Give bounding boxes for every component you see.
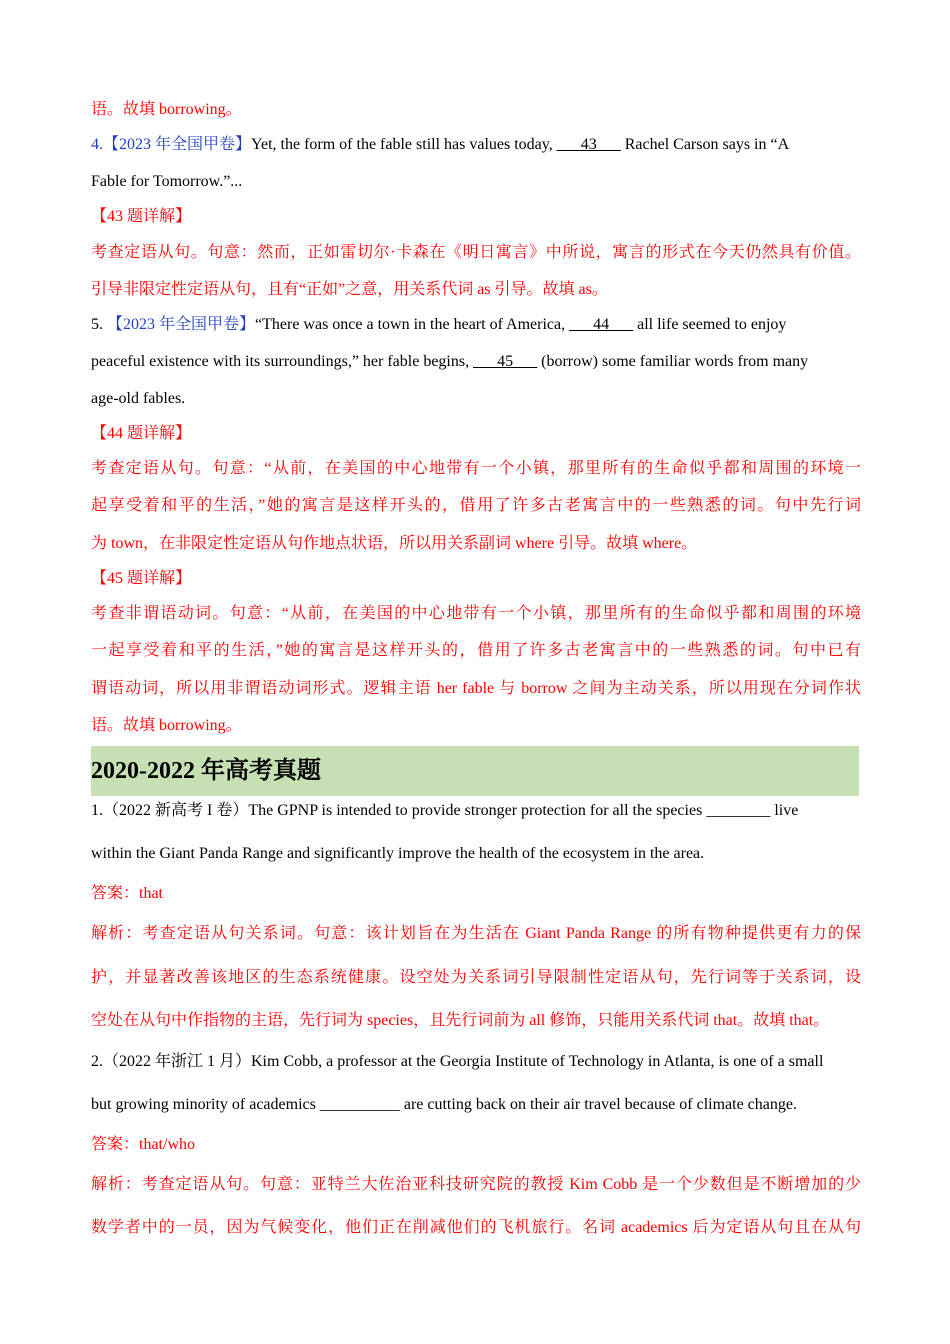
- question-5-line: [91, 314, 861, 336]
- detail-44-line: 起享受着和平的生活，”她的寓言是这样开头的，借用了许多古老寓言中的一些熟悉的词。句中先行词: [91, 497, 861, 514]
- question-source: 【2023 年全国甲卷】: [103, 136, 252, 153]
- question-number: 5.: [91, 316, 107, 333]
- detail-45-line: 一起享受着和平的生活，”她的寓言是这样开头的，借用了许多古老寓言中的一些熟悉的词。句中已有: [91, 642, 861, 659]
- explanation-line: 数学者中的一员，因为气候变化，他们正在削减他们的飞机旅行。名词 academics 后为定语从句且在从句: [91, 1219, 861, 1236]
- detail-title-44: 【44 题详解】: [91, 425, 192, 442]
- detail-45-line: 语。故填 borrowing。: [91, 717, 242, 734]
- exercise-2-line-2: [91, 1094, 861, 1116]
- answer-blank: ________: [706, 802, 771, 819]
- detail-title-43: 【43 题详解】: [91, 208, 192, 225]
- question-text: Rachel Carson says in “A: [620, 136, 790, 153]
- answer-line: 答案：that/who: [91, 1136, 195, 1153]
- question-text: live: [770, 802, 799, 819]
- exercise-2-line: 2.（2022 年浙江 1 月）Kim Cobb, a professor at the Georgia Institute of Technology in Atlanta, is one of a small: [91, 1053, 824, 1070]
- question-text: (borrow) some familiar words from many: [537, 353, 809, 370]
- explanation-line: 语。故填 borrowing。: [91, 101, 242, 118]
- detail-43-line: 引导非限定性定语从句，且有“正如”之意，用关系代词 as 引导。故填 as。: [91, 281, 608, 298]
- detail-45-line: 考查非谓语动词。句意：“从前，在美国的中心地带有一个小镇，那里所有的生命似乎都和周围的环境: [91, 605, 861, 622]
- question-text: all life seemed to enjoy: [633, 316, 787, 333]
- explanation-line: 空处在从句中作指物的主语，先行词为 species，且先行词前为 all 修饰，只能用关系代词 that。故填 that。: [91, 1012, 830, 1029]
- answer-blank-45: ___45___: [473, 353, 538, 370]
- exercise-1-line-2: within the Giant Panda Range and significantly improve the health of the ecosystem in the area.: [91, 845, 705, 862]
- question-number: 4.: [91, 136, 103, 153]
- detail-44-line: 考查定语从句。句意：“从前，在美国的中心地带有一个小镇，那里所有的生命似乎都和周围的环境一: [91, 460, 861, 477]
- explanation-line: 解析：考查定语从句。句意：亚特兰大佐治亚科技研究院的教授 Kim Cobb 是一个少数但是不断增加的少: [91, 1176, 861, 1193]
- detail-title-45: 【45 题详解】: [91, 570, 192, 587]
- exercise-1-line: [91, 800, 861, 822]
- detail-44-line: 为 town，在非限定性定语从句作地点状语，所以用关系副词 where 引导。故填 where。: [91, 535, 698, 552]
- answer-blank-44: ___44___: [569, 316, 634, 333]
- answer-blank-43: ___43___: [556, 136, 621, 153]
- question-text: peaceful existence with its surroundings,” her fable begins,: [91, 353, 474, 370]
- question-5-line-2: [91, 351, 861, 373]
- detail-43-line: 考查定语从句。句意：然而，正如雷切尔·卡森在《明日寓言》中所说，寓言的形式在今天仍然具有价值。: [91, 244, 861, 261]
- section-header: [91, 746, 859, 796]
- question-5-line-3: age-old fables.: [91, 390, 186, 407]
- answer-line: 答案：that: [91, 885, 163, 902]
- question-text: “There was once a town in the heart of America,: [255, 316, 570, 333]
- explanation-line: 解析：考查定语从句关系词。句意：该计划旨在为生活在 Giant Panda Range 的所有物种提供更有力的保: [91, 925, 861, 942]
- question-text: but growing minority of academics: [91, 1096, 320, 1113]
- question-source: 【2023 年全国甲卷】: [107, 316, 256, 333]
- answer-blank: __________: [319, 1096, 400, 1113]
- question-text: Yet, the form of the fable still has values today,: [251, 136, 557, 153]
- section-title: 2020-2022 年高考真题: [91, 758, 321, 784]
- question-text: are cutting back on their air travel because of climate change.: [399, 1096, 797, 1113]
- question-4-line-2: Fable for Tomorrow.”...: [91, 173, 243, 190]
- explanation-line: 护，并显著改善该地区的生态系统健康。设空处为关系词引导限制性定语从句，先行词等于关系词，设: [91, 969, 861, 986]
- question-text: 1.（2022 新高考 I 卷）The GPNP is intended to provide stronger protection for all the species: [91, 802, 707, 819]
- detail-45-line: 谓语动词，所以用非谓语动词形式。逻辑主语 her fable 与 borrow 之间为主动关系，所以用现在分词作状: [91, 680, 861, 697]
- question-4-line: [91, 134, 861, 156]
